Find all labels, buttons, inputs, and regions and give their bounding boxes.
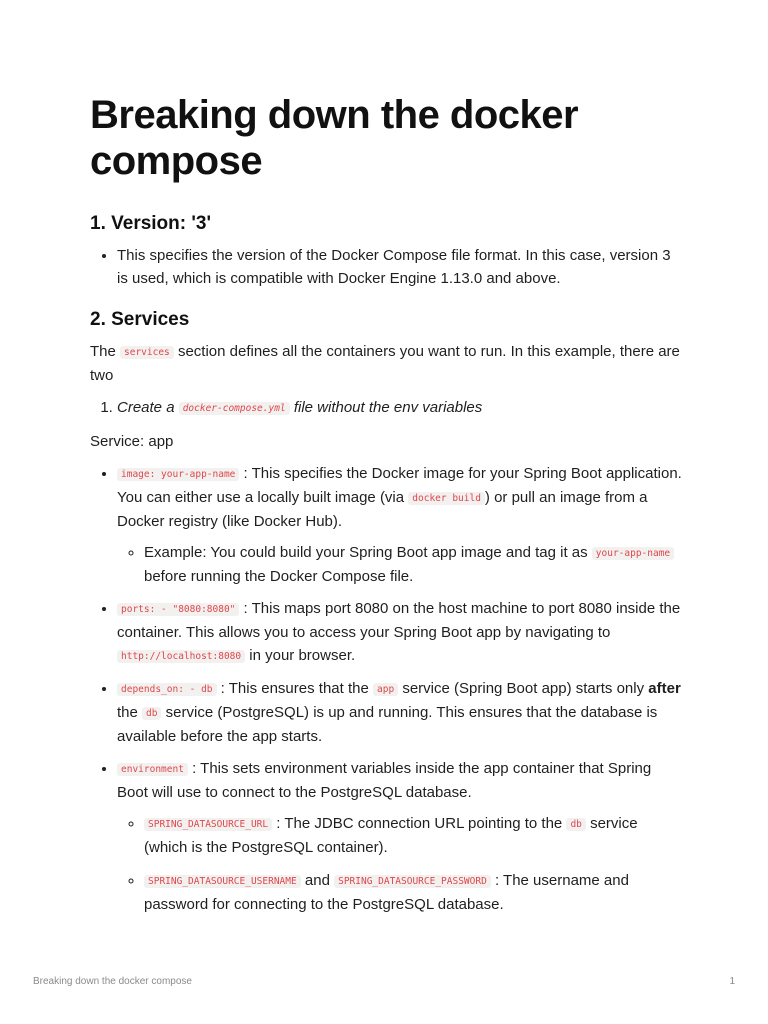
inline-code: ports: - "8080:8080" <box>117 603 239 616</box>
inline-code: environment <box>117 763 188 776</box>
list-item: ◦ SPRING_DATASOURCE_URL : The JDBC connection URL pointing to the db service (which is the PostgreSQL container). <box>144 812 682 859</box>
inline-code: app <box>373 683 398 696</box>
inline-code: SPRING_DATASOURCE_USERNAME <box>144 875 301 888</box>
inline-code: docker build <box>408 492 485 505</box>
service-options-list <box>90 462 682 916</box>
inline-code: http://localhost:8080 <box>117 650 245 663</box>
service-label: Service: app <box>90 433 174 450</box>
inline-code: image: your-app-name <box>117 468 239 481</box>
list-item-environment: • environment : This sets environment variables inside the app container that Spring Boot will use to connect to the PostgreSQL database. ◦ SPRING_DATASOURCE_URL : The JDBC connection URL pointing to the db service (which is the PostgreSQL container). ◦ SPRING_DATASOURCE_USERNAME and SPRING_DATASOURCE_PASSWORD : The username and password for connecting to the PostgreSQL database. <box>117 757 682 916</box>
inline-code: db <box>566 818 585 831</box>
list-item: • This specifies the version of the Docker Compose file format. In this case, version 3 is used, which is compatible with Docker Engine 1.13.0 and above. <box>117 244 682 290</box>
section-heading-services: 2. Services <box>90 309 190 330</box>
inline-code: SPRING_DATASOURCE_URL <box>144 818 272 831</box>
footer-title: Breaking down the docker compose <box>33 976 192 987</box>
page-title: Breaking down the docker compose <box>90 93 579 183</box>
inline-code: SPRING_DATASOURCE_PASSWORD <box>334 875 491 888</box>
list-item: 1. Create a docker-compose.yml file without the env variables <box>117 396 682 420</box>
inline-code: your-app-name <box>592 547 674 560</box>
list-item: ◦ SPRING_DATASOURCE_USERNAME and SPRING_DATASOURCE_PASSWORD : The username and password for connecting to the PostgreSQL database. <box>144 869 682 916</box>
sub-list <box>117 541 682 588</box>
version-list <box>90 244 682 290</box>
inline-code: db <box>142 707 161 720</box>
section-heading-version: 1. Version: '3' <box>90 213 211 234</box>
numbered-list <box>90 396 682 420</box>
list-item-ports: • ports: - "8080:8080" : This maps port 8080 on the host machine to port 8080 inside the container. This allows you to access your Spring Boot app by navigating to http://localhost:8080 in your browser. <box>117 597 682 668</box>
list-item-image: • image: your-app-name : This specifies the Docker image for your Spring Boot application. You can either use a locally built image (via docker build ) or pull an image from a Docker registry (like Docker Hub). ◦ Example: You could build your Spring Boot app image and tag it as your-app-name before running the Docker Compose file. <box>117 462 682 588</box>
list-item-depends-on: • depends_on: - db : This ensures that the app service (Spring Boot app) starts only after the db service (PostgreSQL) is up and running. This ensures that the database is available before the app starts. <box>117 677 682 748</box>
inline-code: services <box>120 346 174 359</box>
inline-code: depends_on: - db <box>117 683 217 696</box>
list-item: ◦ Example: You could build your Spring Boot app image and tag it as your-app-name before running the Docker Compose file. <box>144 541 682 588</box>
inline-code: docker-compose.yml <box>179 402 290 415</box>
document-content <box>90 92 682 916</box>
services-intro: The services section defines all the containers you want to run. In this example, there are two <box>90 343 680 384</box>
page-number: 1 <box>729 976 735 987</box>
sub-list <box>117 812 682 916</box>
